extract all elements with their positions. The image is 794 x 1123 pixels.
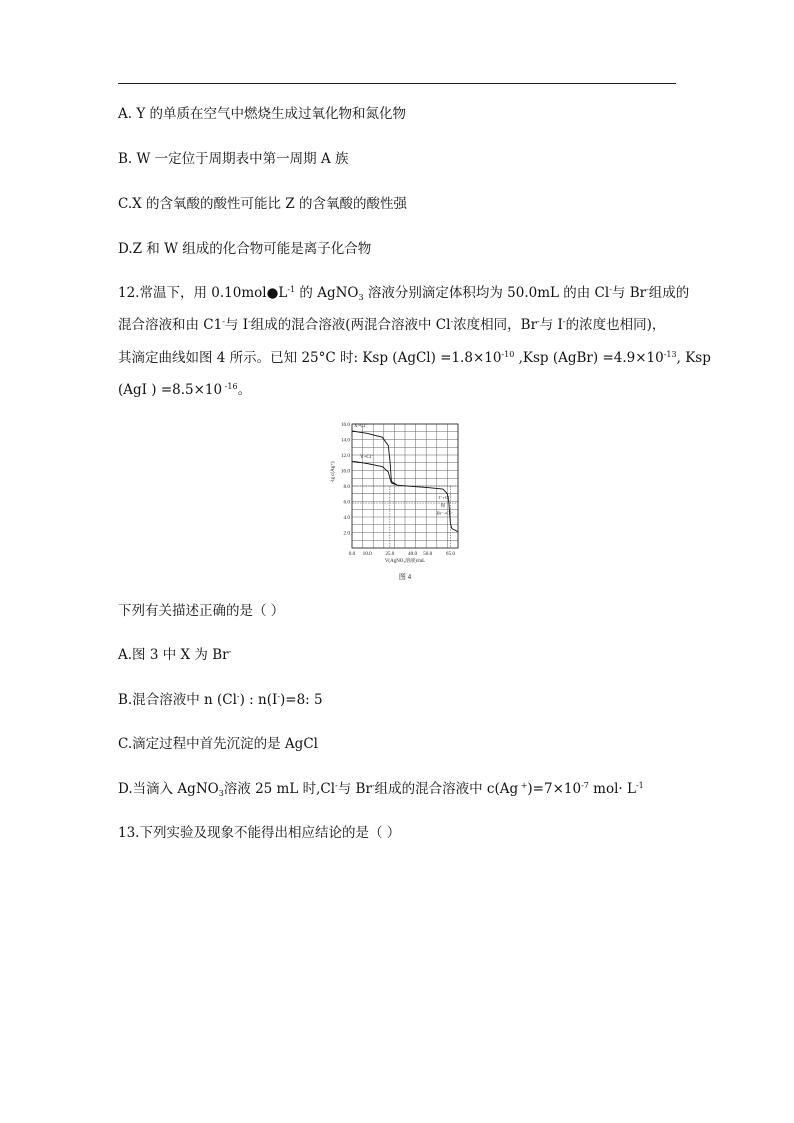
chart-annotation-right: I⁻+Cl⁻	[438, 495, 452, 501]
chart-annotation-x: X+Cl⁻	[354, 424, 368, 430]
chart-x-label: V(AgNO₃溶液)/mL	[384, 559, 426, 564]
chart-x-tick: 10.0	[362, 551, 372, 557]
chart-y-tick: 14.0	[340, 437, 350, 444]
chart-y-tick: 16.0	[340, 422, 350, 428]
chart-y-tick: 10.0	[340, 468, 350, 475]
chart-x-tick: 25.0	[385, 551, 395, 557]
option-d-prev: D.Z 和 W 组成的化合物可能是离子化合物	[118, 241, 372, 257]
q12-option-d: D.当滴入 AgNO$_3$溶液 25 mL 时,Cl-与 Br-组成的混合溶液中 c(Ag $^+)=7\times 10^{-7}$ $mol\cdot L^{-1}$	[118, 781, 644, 798]
q13-text: 13.下列实验及现象不能得出相应结论的是（ ）	[118, 825, 401, 841]
q12-line-1: 12.常温下，用 $0.10mol●L^{-1}$ 的 AgNO$_3$ 溶液分别滴定体积均为 50.0mL 的由 Cl-与 Br-组成的	[118, 285, 690, 302]
q12-line-4: (AgI ) =8.5×10 $^{-16}$。	[118, 382, 252, 398]
chart-x-tick: 0.0	[348, 551, 356, 557]
chart-annotation-right: Br⁻+Cl⁻	[436, 510, 454, 516]
chart-annotation-right: 和	[440, 502, 446, 508]
chart-x-tick: 65.0	[445, 551, 455, 557]
chart-y-tick: 6.0	[343, 499, 350, 506]
q12-option-b: B.混合溶液中 n (Cl-) : n(I-)=8: 5	[118, 692, 323, 708]
option-a-prev: A. Y 的单质在空气中燃烧生成过氧化物和氮化物	[118, 106, 407, 122]
chart-y-label: -lg c(Ag⁺)	[331, 461, 336, 483]
q12-option-a: A.图 3 中 X 为 Br-	[118, 647, 232, 663]
chart-y-tick: 8.0	[343, 484, 350, 490]
q12-line-3: 其滴定曲线如图 4 所示。已知 25°C 时: Ksp (AgCl) $=1.8\times 10^{-10}$ ,Ksp (AgBr) $=4.9\times 10^{-13}$, Ksp	[118, 350, 711, 366]
chart-x-tick: 40.0	[408, 551, 418, 557]
q12-stem: 下列有关描述正确的是（ ）	[118, 603, 285, 619]
chart-annotation-y: Y+Cl⁻	[360, 455, 374, 461]
chart-y-tick: 12.0	[340, 453, 350, 459]
chart-y-tick: 4.0	[343, 515, 350, 521]
header-rule	[118, 83, 676, 84]
chart-y-tick: 2.0	[343, 530, 350, 537]
titration-chart	[328, 410, 464, 582]
chart-x-tick: 50.0	[423, 551, 433, 557]
q12-line-2: 混合溶液和由 C1-与 I-组成的混合溶液(两混合溶液中 Cl-浓度相同，Br-与 I-的浓度也相同)，	[118, 317, 666, 333]
q12-option-c: C.滴定过程中首先沉淀的是 AgCl	[118, 736, 318, 752]
option-b-prev: B. W 一定位于周期表中第一周期 A 族	[118, 151, 349, 167]
option-c-prev: C.X 的含氧酸的酸性可能比 Z 的含氧酸的酸性强	[118, 196, 408, 212]
chart-caption: 图 4	[398, 573, 412, 581]
